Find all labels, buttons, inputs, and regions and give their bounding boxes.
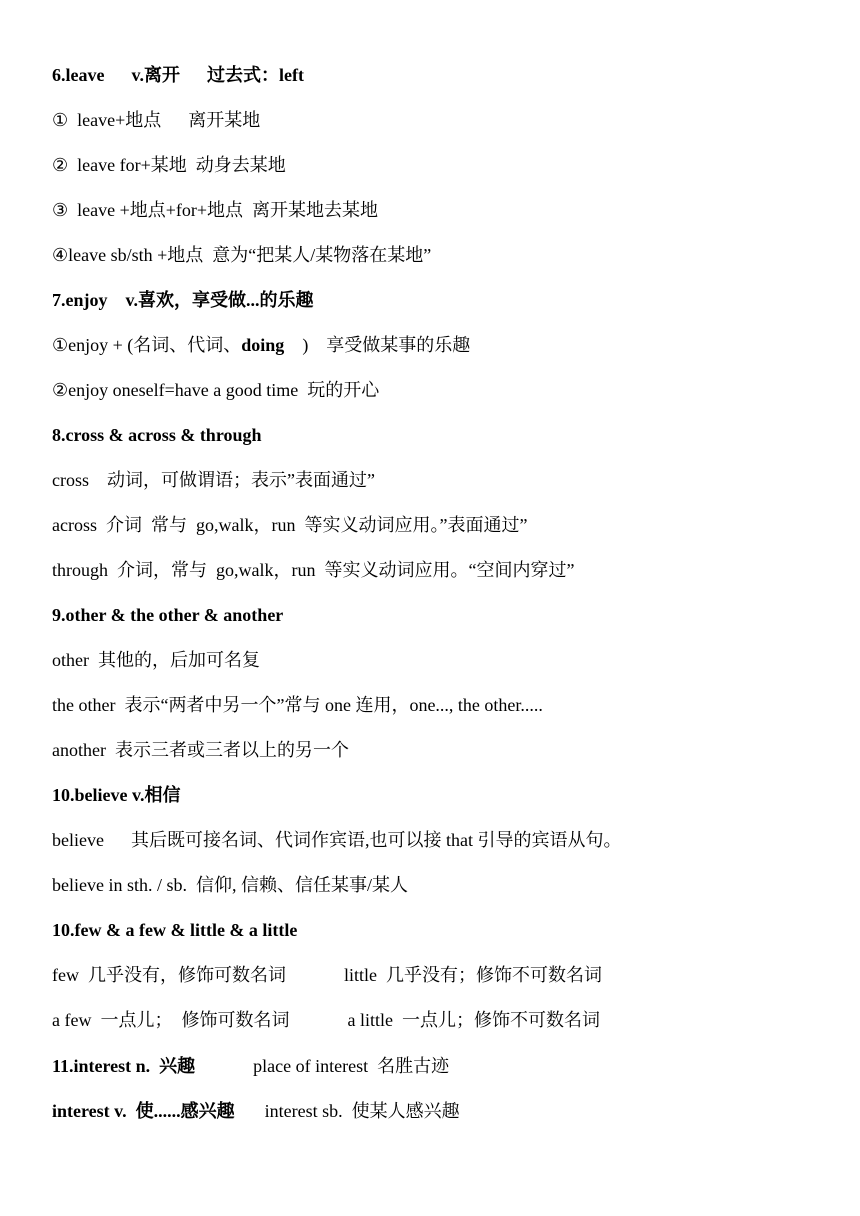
- line-text-bold: doing: [241, 335, 285, 355]
- line-text: ③ leave +地点+for+地点 离开某地去某地: [52, 200, 379, 220]
- heading-leave: [52, 61, 304, 89]
- heading-cross: [52, 421, 262, 449]
- enjoy-item-1: [52, 331, 470, 359]
- across-line: [52, 511, 527, 539]
- line-text: another 表示三者或三者以上的另一个: [52, 740, 349, 760]
- believe-line: [52, 826, 621, 854]
- believe-in-line: [52, 871, 408, 899]
- line-text: ① leave+地点 离开某地: [52, 110, 261, 130]
- line-text: 10.few & a few & little & a little: [52, 920, 298, 940]
- line-text: a few 一点儿； 修饰可数名词: [52, 1010, 290, 1030]
- cross-line: [52, 466, 375, 494]
- line-text: cross 动词，可做谓语；表示”表面通过”: [52, 470, 375, 490]
- heading-enjoy: [52, 286, 314, 314]
- heading-other: [52, 601, 283, 629]
- line-text: 6.leave v.离开 过去式：left: [52, 65, 304, 85]
- line-text: through 介词，常与 go,walk，run 等实义动词应用。“空间内穿过”: [52, 560, 575, 580]
- line-text: ①enjoy + (名词、代词、: [52, 335, 242, 355]
- line-text: 11.interest n. 兴趣: [52, 1056, 196, 1076]
- heading-few: [52, 916, 297, 944]
- line-text: 10.believe v.相信: [52, 785, 181, 805]
- line-text: the other 表示“两者中另一个”常与 one 连用，one..., the other.....: [52, 695, 543, 715]
- line-text: a little 一点儿；修饰不可数名词: [347, 1010, 600, 1030]
- the-other-line: [52, 691, 543, 719]
- enjoy-item-2: [52, 376, 379, 404]
- line-text: interest v. 使......感兴趣: [52, 1101, 235, 1121]
- line-text: across 介词 常与 go,walk，run 等实义动词应用。”表面通过”: [52, 515, 528, 535]
- line-text: 9.other & the other & another: [52, 605, 284, 625]
- interest-noun-line: [52, 1052, 449, 1080]
- other-line: [52, 646, 260, 674]
- line-text: ②enjoy oneself=have a good time 玩的开心: [52, 380, 380, 400]
- leave-item-1: [52, 106, 260, 134]
- line-text: believe in sth. / sb. 信仰, 信赖、信任某事/某人: [52, 875, 408, 895]
- line-text: interest sb. 使某人感兴趣: [264, 1101, 460, 1121]
- through-line: [52, 556, 574, 584]
- line-text: place of interest 名胜古迹: [253, 1056, 450, 1076]
- a-few-a-little-line: [52, 1006, 600, 1034]
- another-line: [52, 736, 349, 764]
- line-text: ④leave sb/sth +地点 意为“把某人/某物落在某地”: [52, 245, 432, 265]
- few-little-line: [52, 961, 602, 989]
- line-text: believe 其后既可接名词、代词作宾语,也可以接 that 引导的宾语从句。: [52, 830, 622, 850]
- leave-item-4: [52, 241, 431, 269]
- leave-item-2: [52, 151, 286, 179]
- interest-verb-line: [52, 1097, 460, 1125]
- line-text: little 几乎没有；修饰不可数名词: [343, 965, 602, 985]
- line-text: ) 享受做某事的乐趣: [284, 335, 471, 355]
- leave-item-3: [52, 196, 378, 224]
- line-text: other 其他的，后加可名复: [52, 650, 260, 670]
- heading-believe: [52, 781, 181, 809]
- line-text: ② leave for+某地 动身去某地: [52, 155, 286, 175]
- line-text: 7.enjoy v.喜欢，享受做...的乐趣: [52, 290, 314, 310]
- line-text: 8.cross & across & through: [52, 425, 262, 445]
- line-text: few 几乎没有，修饰可数名词: [52, 965, 286, 985]
